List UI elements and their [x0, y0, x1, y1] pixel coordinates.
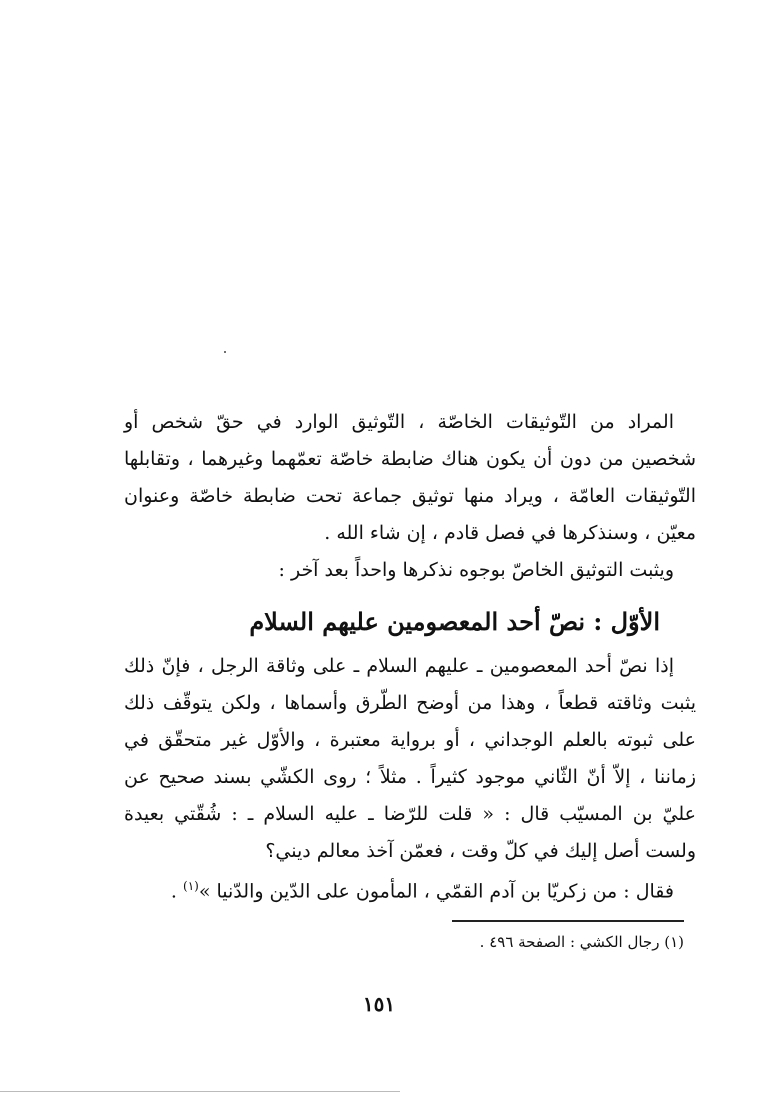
section-heading: الأوّل : نصّ أحد المعصومين عليهم السلام	[249, 607, 660, 636]
paragraph-text: المراد من التّوثيقات الخاصّة ، التّوثيق الوارد في حقّ شخص أو شخصين من دون أن يكون هناك ضابطة خاصّة تعمّهما وغيرهما ، وتقابلها التّوثيقات العامّة ، ويراد منها توثيق جماعة تحت ضابطة خاصّة وعنوان معيّن ، وسنذكرها في فصل قادم ، إن شاء الله .	[124, 411, 696, 544]
scan-edge-line	[0, 1091, 400, 1092]
page-number: ١٥١	[362, 992, 396, 1016]
paragraph-intro	[124, 404, 696, 552]
ink-dot	[224, 351, 226, 353]
footnote: (١) رجال الكشي : الصفحة ٤٩٦ .	[479, 933, 684, 951]
paragraph-text: إذا نصّ أحد المعصومين ـ عليهم السلام ـ على وثاقة الرجل ، فإنّ ذلك يثبت وثاقته قطعاً ، وهذا من أوضح الطّرق وأسماها ، ولكن يتوقّف ذلك على ثبوته بالعلم الوجداني ، أو برواية معتبرة ، والأوّل غير متحقّق في زماننا ، إلاّ أنّ الثّاني موجود كثيراً . مثلاً ؛ روى الكشّي بسند صحيح عن عليّ بن المسيّب قال : « قلت للرّضا ـ عليه السلام ـ : شُقّتي بعيدة ولست أصل إليك في كلّ وقت ، فعمّن آخذ معالم ديني؟	[124, 655, 696, 862]
quote-text: فقال : من زكريّا بن آدم القمّي ، المأمون على الدّين والدّنيا »	[198, 880, 674, 903]
paragraph-first-method	[124, 648, 696, 870]
footnote-reference: (١)	[183, 879, 199, 893]
paragraph-quote-end	[102, 868, 674, 910]
quote-end-punct: .	[170, 880, 183, 903]
paragraph-methods: ويثبت التوثيق الخاصّ بوجوه نذكرها واحداً بعد آخر :	[278, 559, 674, 581]
footnote-divider	[452, 920, 684, 922]
